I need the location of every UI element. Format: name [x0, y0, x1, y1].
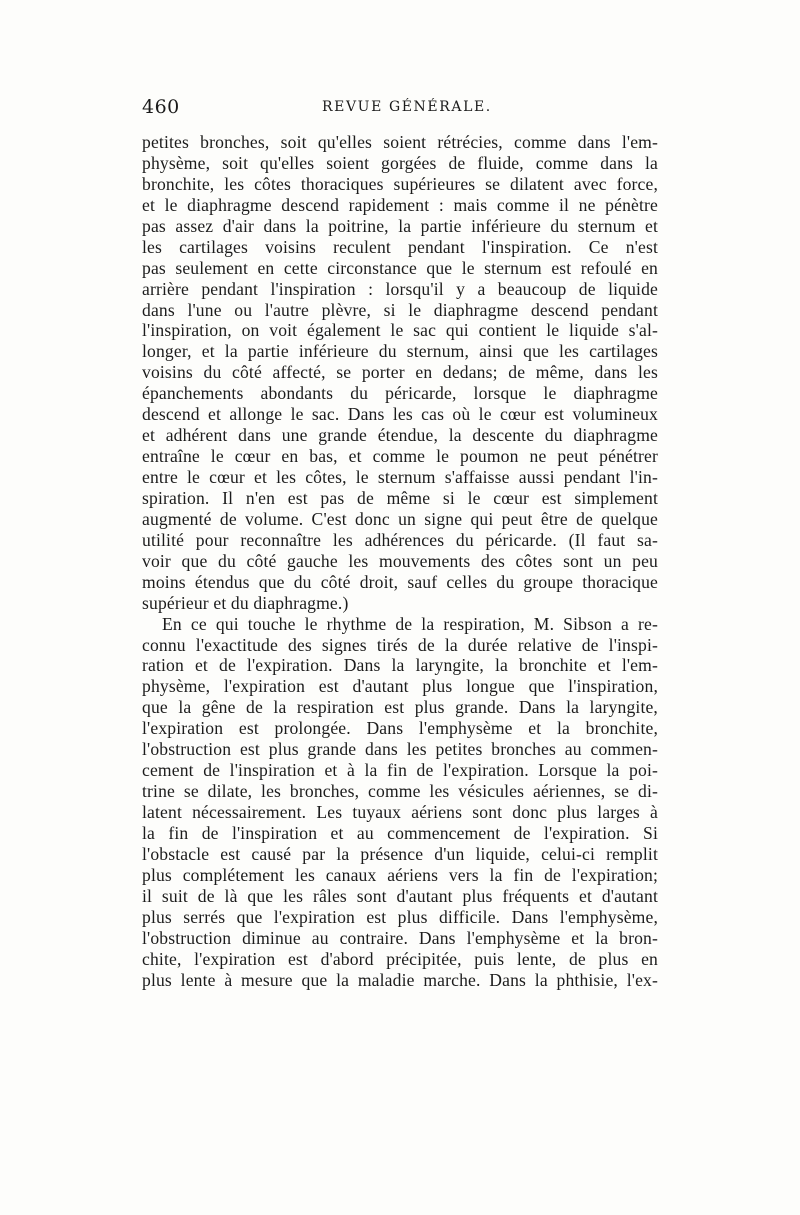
text-line: cement de l'inspiration et à la fin de l'expiration. Lorsque la poi- [142, 760, 658, 781]
text-line: arrière pendant l'inspiration : lorsqu'il y a beaucoup de liquide [142, 278, 658, 299]
text-line: pas seulement en cette circonstance que le sternum est refoulé en [142, 257, 658, 278]
text-line: l'obstacle est causé par la présence d'un liquide, celui-ci remplit [142, 843, 658, 864]
page-header [142, 96, 662, 122]
text-line: plus serrés que l'expiration est plus difficile. Dans l'emphysème, [142, 906, 658, 927]
paragraph-1 [142, 132, 658, 614]
text-line: que la gêne de la respiration est plus grande. Dans la laryngite, [142, 697, 658, 718]
text-line: voisins du côté affecté, se porter en dedans; de même, dans les [142, 362, 658, 383]
body-text [142, 132, 658, 990]
text-line: connu l'exactitude des signes tirés de la durée relative de l'inspi- [142, 634, 658, 655]
paragraph-2 [142, 614, 658, 991]
text-line: bronchite, les côtes thoraciques supérieures se dilatent avec force, [142, 173, 658, 194]
text-line: trine se dilate, les bronches, comme les vésicules aériennes, se di- [142, 781, 658, 802]
text-line: épanchements abondants du péricarde, lorsque le diaphragme [142, 383, 658, 404]
text-line: et adhérent dans une grande étendue, la descente du diaphragme [142, 425, 658, 446]
text-line: plus lente à mesure que la maladie marche. Dans la phthisie, l'ex- [142, 969, 658, 990]
text-line: l'expiration est prolongée. Dans l'emphysème et la bronchite, [142, 718, 658, 739]
text-line: il suit de là que les râles sont d'autant plus fréquents et d'autant [142, 885, 658, 906]
text-line: dans l'une ou l'autre plèvre, si le diaphragme descend pendant [142, 299, 658, 320]
text-line: et le diaphragme descend rapidement : mais comme il ne pénètre [142, 194, 658, 215]
text-line: physème, soit qu'elles soient gorgées de fluide, comme dans la [142, 152, 658, 173]
text-line: l'inspiration, on voit également le sac qui contient le liquide s'al- [142, 320, 658, 341]
text-line: supérieur et du diaphragme.) [142, 592, 349, 613]
text-line: chite, l'expiration est d'abord précipitée, puis lente, de plus en [142, 948, 658, 969]
text-line: spiration. Il n'en est pas de même si le cœur est simplement [142, 487, 658, 508]
text-line: voir que du côté gauche les mouvements des côtes sont un peu [142, 550, 658, 571]
text-line: En ce qui touche le rhythme de la respiration, M. Sibson a re- [162, 613, 658, 634]
text-line: utilité pour reconnaître les adhérences du péricarde. (Il faut sa- [142, 529, 658, 550]
text-line: l'obstruction est plus grande dans les petites bronches au commen- [142, 739, 658, 760]
text-line: les cartilages voisins reculent pendant l'inspiration. Ce n'est [142, 236, 658, 257]
text-line: longer, et la partie inférieure du sternum, ainsi que les cartilages [142, 341, 658, 362]
text-line: latent nécessairement. Les tuyaux aériens sont donc plus larges à [142, 802, 658, 822]
text-line: ration et de l'expiration. Dans la laryngite, la bronchite et l'em- [142, 655, 658, 676]
text-line: plus complétement les canaux aériens vers la fin de l'expiration; [142, 864, 658, 885]
text-line: entraîne le cœur en bas, et comme le poumon ne peut pénétrer [142, 446, 658, 467]
text-line: augmenté de volume. C'est donc un signe qui peut être de quelque [142, 508, 658, 529]
text-line: entre le cœur et les côtes, le sternum s'affaisse aussi pendant l'in- [142, 467, 658, 487]
text-line: moins étendus que du côté droit, sauf celles du groupe thoracique [142, 571, 658, 592]
running-head: REVUE GÉNÉRALE. [322, 99, 492, 115]
text-line: pas assez d'air dans la poitrine, la partie inférieure du sternum et [142, 215, 658, 236]
text-line: physème, l'expiration est d'autant plus longue que l'inspiration, [142, 676, 658, 697]
text-line: l'obstruction diminue au contraire. Dans l'emphysème et la bron- [142, 927, 658, 948]
text-line: descend et allonge le sac. Dans les cas où le cœur est volumineux [142, 404, 658, 425]
page-number: 460 [142, 96, 180, 118]
text-line: petites bronches, soit qu'elles soient rétrécies, comme dans l'em- [142, 132, 658, 152]
text-line: la fin de l'inspiration et au commencement de l'expiration. Si [142, 822, 658, 843]
